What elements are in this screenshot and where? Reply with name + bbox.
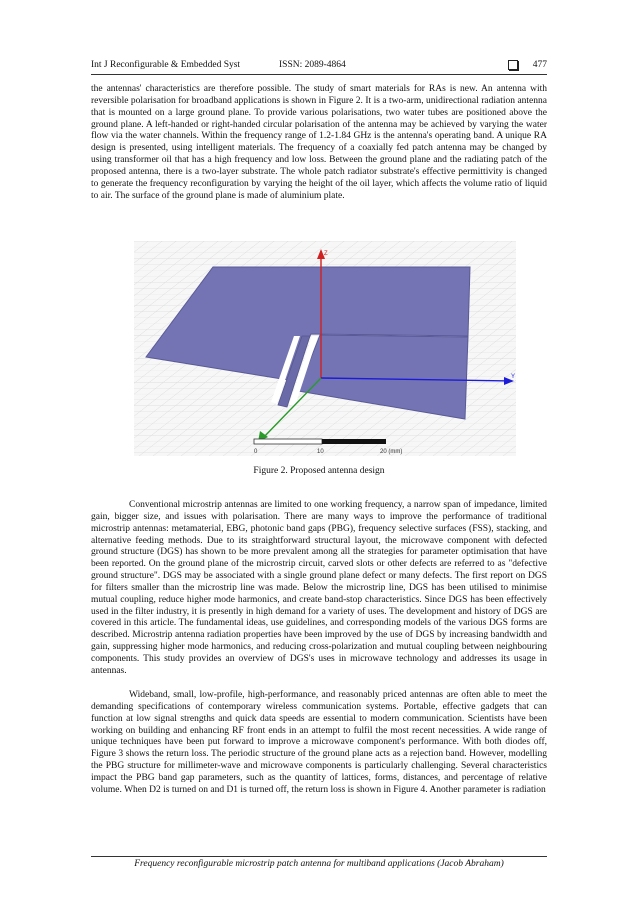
header-rule xyxy=(91,74,547,75)
figure-2-antenna-render xyxy=(134,241,516,456)
z-axis-label: Z xyxy=(324,251,328,257)
scale-bar-black xyxy=(322,439,386,444)
figure-caption: Figure 2. Proposed antenna design xyxy=(253,466,385,476)
running-header xyxy=(91,58,547,74)
checkbox-square-icon xyxy=(508,60,518,70)
scale-label-0: 0 xyxy=(254,449,258,455)
body-paragraph-1: the antennas' characteristics are therefore possible. The study of smart materials for RAs is new. An antenna with reversible polarisation for broadband applications is shown in Figure 2. It is a two-arm, unidirectional radiation antenna that is mounted on a large ground plane. To provide various polarisations, two water tubes are positioned above the ground plane. A left-handed or right-handed circular polarisation of the antenna may be achieved by varying the water flow via the water channels. Within the frequency range of 1.2-1.84 GHz is the antenna's operating band. A unique RA design is presented, using intelligent materials. The frequency of a coaxially fed patch antenna may be changed by using transformer oil that has a high frequency and low loss. Between the ground plane and the radiating patch of the proposed antenna, there is a two-layer substrate. The whole patch radiator substrate's effective permittivity is changed to generate the frequency reconfiguration by varying the height of the oil layer, which affects the volume ratio of liquid to air. The surface of the ground plane is made of aluminium plate. xyxy=(91,84,547,201)
scale-bar-white xyxy=(254,439,322,444)
y-axis-label: Y xyxy=(511,374,516,380)
page-number: 477 xyxy=(532,60,547,70)
antenna-3d-render xyxy=(134,241,516,456)
running-footer: Frequency reconfigurable microstrip patch antenna for multiband applications (Jacob Abraham) xyxy=(134,859,504,869)
scale-label-20: 20 (mm) xyxy=(380,449,403,455)
journal-name: Int J Reconfigurable & Embedded Syst xyxy=(91,60,241,70)
issn: ISSN: 2089-4864 xyxy=(279,60,346,70)
body-paragraph-3: Wideband, small, low-profile, high-performance, and reasonably priced antennas are often able to meet the demanding specifications of contemporary wireless communication systems. Portable, effective gadgets that can function at low signal strengths and quick data speeds are essential to modern communication. Scientists have been working on building and enhancing RF front ends in an attempt to fulfil the most recent necessities. A wide range of unique techniques have been put forward to improve a microwave component's performance. With both diodes off, Figure 3 shows the return loss. The periodic structure of the ground plane acts as a rejection band. However, modelling the PBG structure for millimeter-wave and microwave components is particularly challenging. Several characteristics impact the PBG band gap parameters, such as the quantity of lattices, forms, distances, and percentage of relative volume. When D2 is turned on and D1 is turned off, the return loss is shown in Figure 4. Another parameter is radiation xyxy=(91,690,547,795)
footer-rule xyxy=(91,856,547,857)
scale-label-10: 10 xyxy=(317,449,324,455)
body-paragraph-2: Conventional microstrip antennas are limited to one working frequency, a narrow span of impedance, limited gain, bigger size, and issues with polarisation. There are many ways to improve the performance of traditional microstrip antennas: metamaterial, EBG, photonic band gaps (PBG), frequency selective surfaces (FSS), stacking, and alternative feeding methods. Due to its straightforward structural layout, the microwave component with defected ground structure (DGS) has shown to be more prevalent among all the strategies for parameter optimisation that have been reported. On the ground plane of the microstrip circuit, carved slots or other defects are referred to as "defective ground structure". DGS may be associated with a single ground plane defect or many defects. The first report on DGS for filters smaller than the microstrip line was made. Below the microstrip line, DGS has been utilised to minimise mutual coupling, reduce higher mode harmonics, and create band-stop characteristics. Since DGS has been effectively used in the filter industry, it is presently in high demand for a variety of uses. The development and history of DGS are covered in this article. The fundamental ideas, use guidelines, and corresponding models of the various DGS forms are described. Microstrip antenna radiation properties have been improved by the use of DGS by increasing bandwidth and gain, suppressing higher mode harmonics, and reducing cross-polarization and mutual coupling between neighbouring components. This study provides an overview of DGS's uses in microwave technology and addresses its usage in antennas. xyxy=(91,500,547,676)
